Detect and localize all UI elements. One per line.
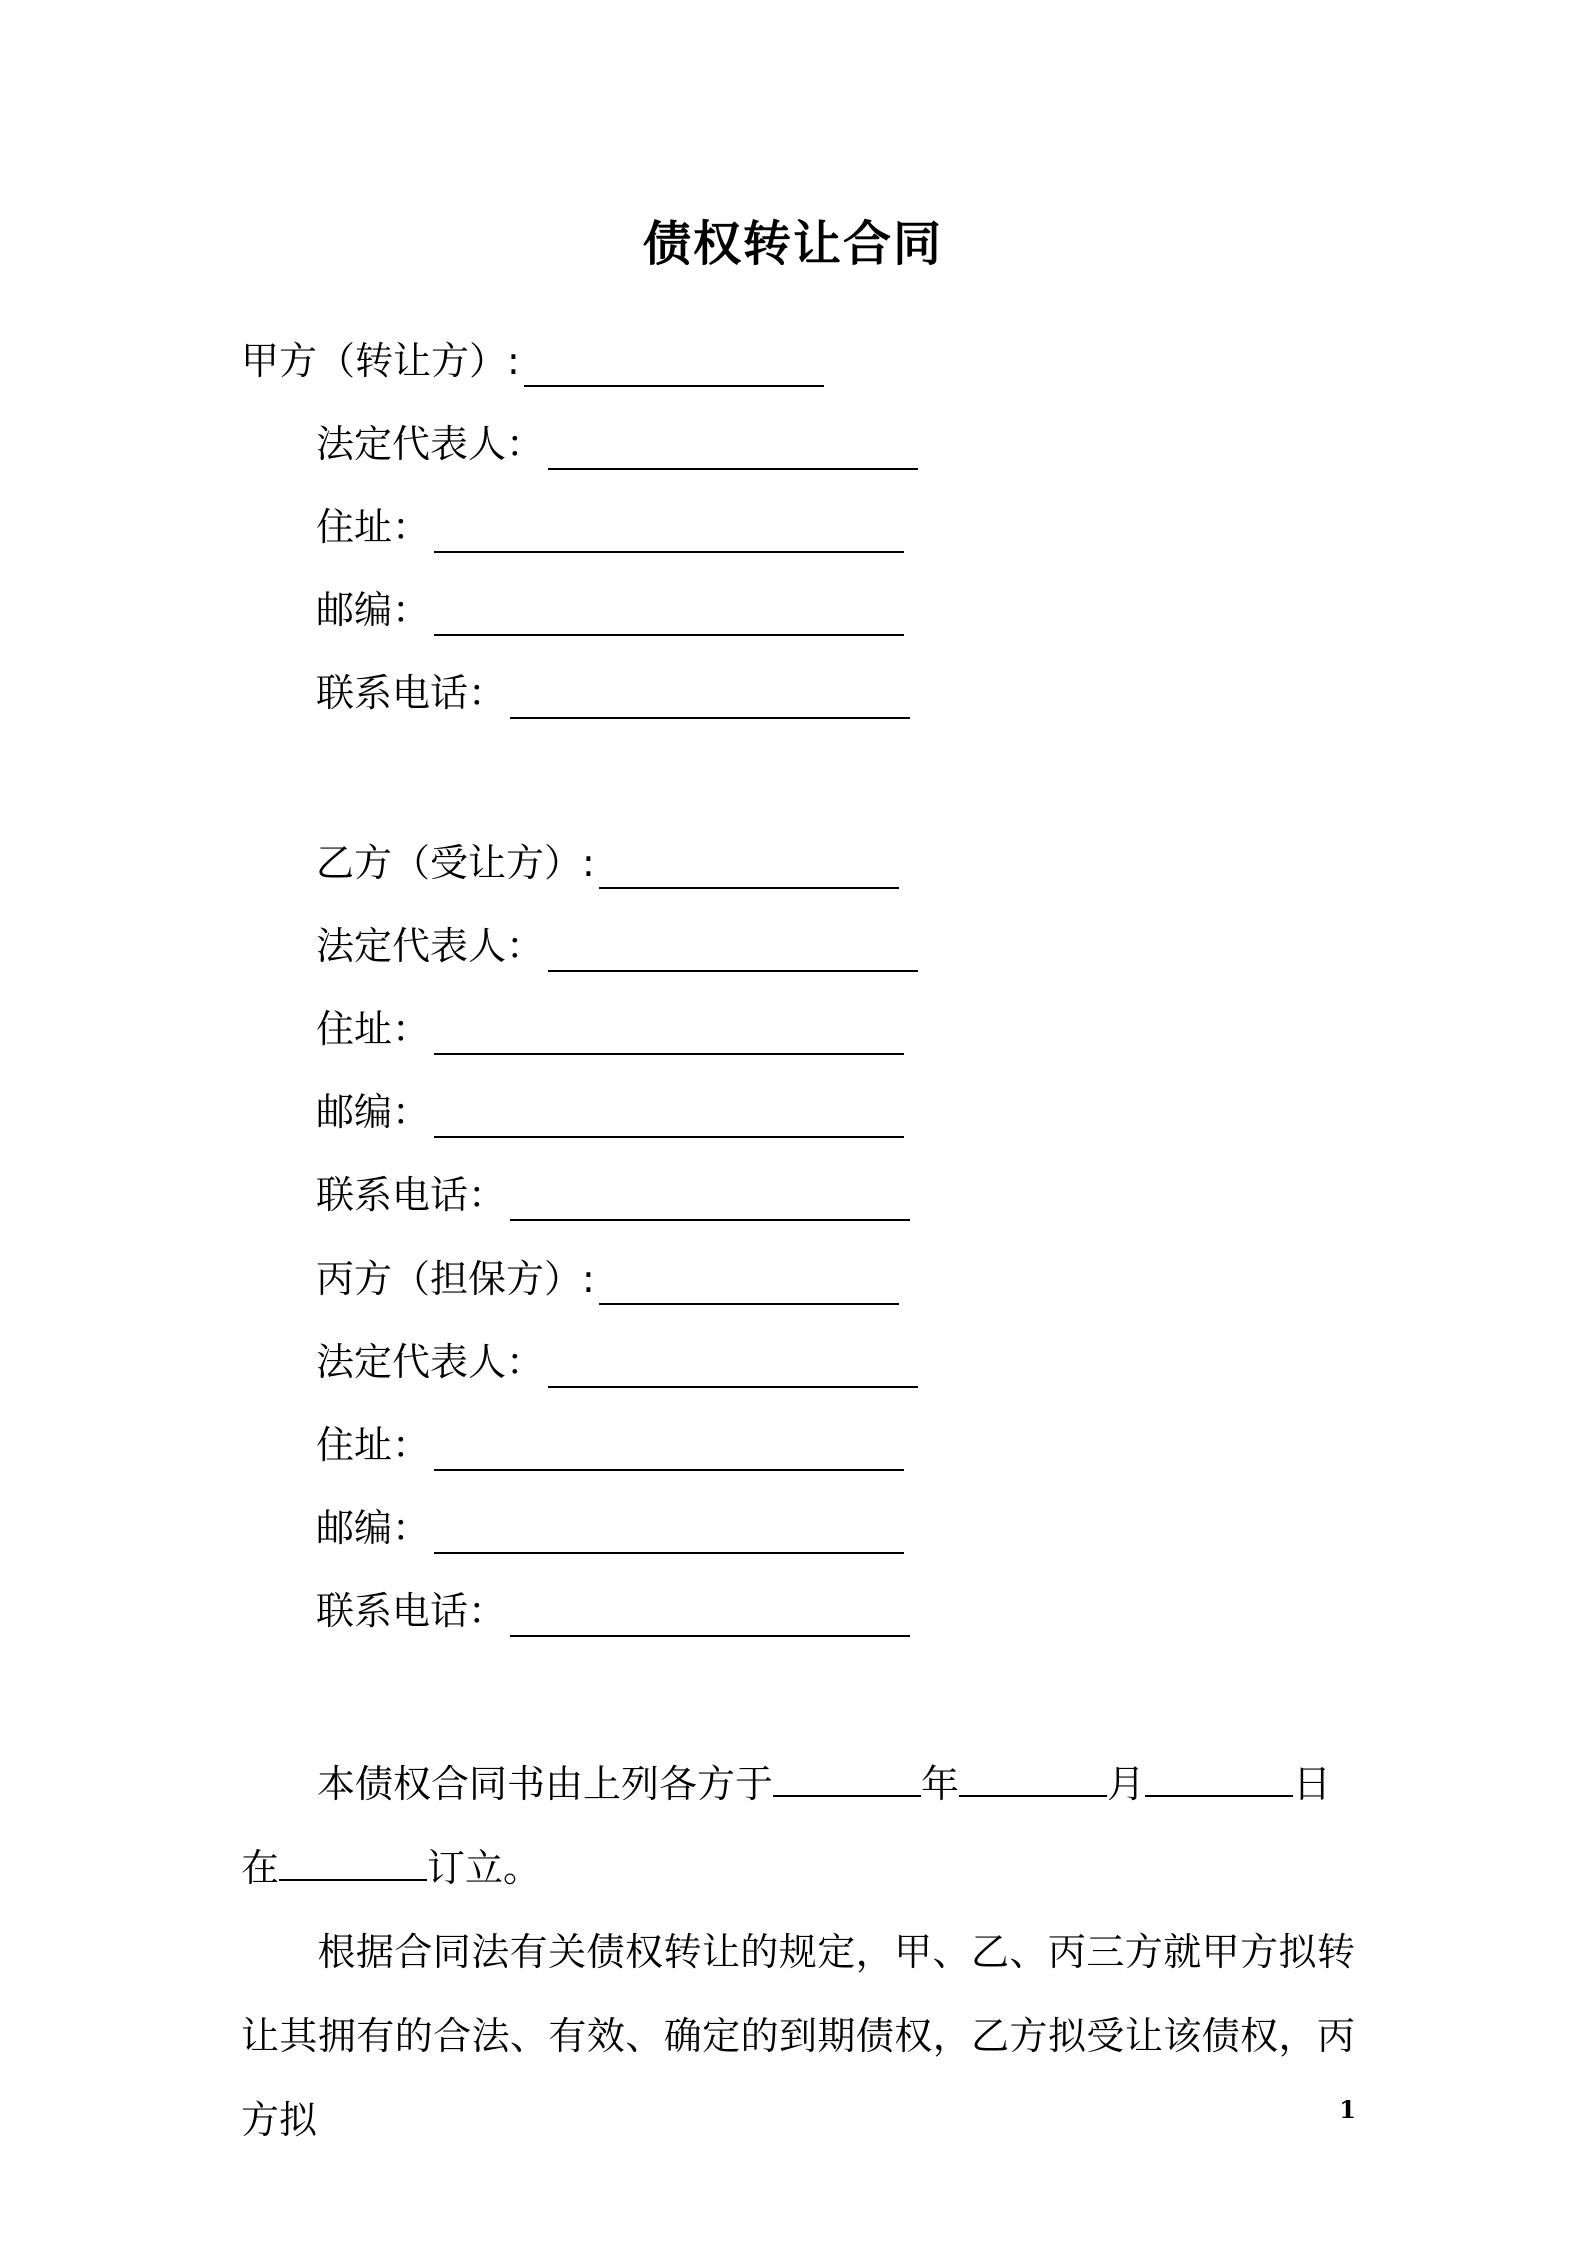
party-c-address-blank[interactable] xyxy=(434,1429,904,1471)
year-blank[interactable] xyxy=(773,1759,921,1797)
party-c-address-label: 住址： xyxy=(316,1423,431,1467)
para1-prefix: 本债权合同书由上列各方于 xyxy=(317,1762,774,1806)
party-c-legal-rep-blank[interactable] xyxy=(548,1346,918,1388)
party-c-phone-blank[interactable] xyxy=(510,1595,910,1637)
party-b-legal-rep-row xyxy=(316,920,918,972)
para1-year: 年 xyxy=(921,1762,960,1806)
party-b-legal-rep-label: 法定代表人： xyxy=(316,924,545,968)
party-c-legal-rep-row xyxy=(316,1336,918,1388)
party-c-postcode-label: 邮编： xyxy=(316,1506,431,1550)
party-c-name-blank[interactable] xyxy=(599,1263,899,1305)
contract-date-paragraph xyxy=(241,1742,1355,1910)
party-a-phone-label: 联系电话： xyxy=(316,671,507,715)
month-blank[interactable] xyxy=(959,1759,1107,1797)
party-b-name-blank[interactable] xyxy=(599,847,899,889)
party-a-postcode-blank[interactable] xyxy=(434,594,904,636)
party-b-phone-blank[interactable] xyxy=(510,1179,910,1221)
party-a-legal-rep-label: 法定代表人： xyxy=(316,422,545,466)
party-a-name-blank[interactable] xyxy=(524,345,824,387)
party-b-address-blank[interactable] xyxy=(434,1013,904,1055)
party-b-postcode-row xyxy=(316,1086,904,1138)
party-c-postcode-blank[interactable] xyxy=(434,1512,904,1554)
party-c-postcode-row xyxy=(316,1502,904,1554)
party-c-address-row xyxy=(316,1419,904,1471)
document-title: 债权转让合同 xyxy=(642,216,943,272)
para1-day: 日 xyxy=(1293,1762,1332,1806)
party-a-legal-rep-row xyxy=(316,418,918,470)
party-b-phone-row xyxy=(316,1169,910,1221)
party-b-postcode-blank[interactable] xyxy=(434,1096,904,1138)
party-b-address-label: 住址： xyxy=(316,1007,431,1051)
party-c-phone-row xyxy=(316,1585,910,1637)
party-a-legal-rep-blank[interactable] xyxy=(548,428,918,470)
party-a-phone-blank[interactable] xyxy=(510,677,910,719)
day-blank[interactable] xyxy=(1145,1759,1293,1797)
party-a-address-blank[interactable] xyxy=(434,511,904,553)
party-a-phone-row xyxy=(316,667,910,719)
party-a-address-label: 住址： xyxy=(316,505,431,549)
party-b-address-row xyxy=(316,1003,904,1055)
party-c-phone-label: 联系电话： xyxy=(316,1589,507,1633)
party-b-phone-label: 联系电话： xyxy=(316,1173,507,1217)
page-number: 1 xyxy=(1339,2095,1356,2124)
party-b-postcode-label: 邮编： xyxy=(316,1090,431,1134)
party-b-heading-row xyxy=(316,837,899,889)
para2-text: 根据合同法有关债权转让的规定，甲、乙、丙三方就甲方拟转让其拥有的合法、有效、确定的到期债权，乙方拟受让该债权，丙方拟 xyxy=(241,1930,1355,2142)
para1-at: 在 xyxy=(241,1846,280,1890)
party-c-heading: 丙方（担保方）: xyxy=(316,1257,595,1301)
party-c-legal-rep-label: 法定代表人： xyxy=(316,1340,545,1384)
party-a-heading-row xyxy=(241,335,824,387)
party-a-heading: 甲方（转让方）: xyxy=(241,339,520,383)
para1-month: 月 xyxy=(1107,1762,1146,1806)
party-c-heading-row xyxy=(316,1253,899,1305)
agreement-paragraph xyxy=(241,1910,1355,2162)
para1-suffix: 订立。 xyxy=(427,1846,542,1890)
party-a-address-row xyxy=(316,501,904,553)
party-a-postcode-label: 邮编： xyxy=(316,588,431,632)
place-blank[interactable] xyxy=(279,1843,427,1881)
party-a-postcode-row xyxy=(316,584,904,636)
party-b-legal-rep-blank[interactable] xyxy=(548,930,918,972)
party-b-heading: 乙方（受让方）: xyxy=(316,841,595,885)
